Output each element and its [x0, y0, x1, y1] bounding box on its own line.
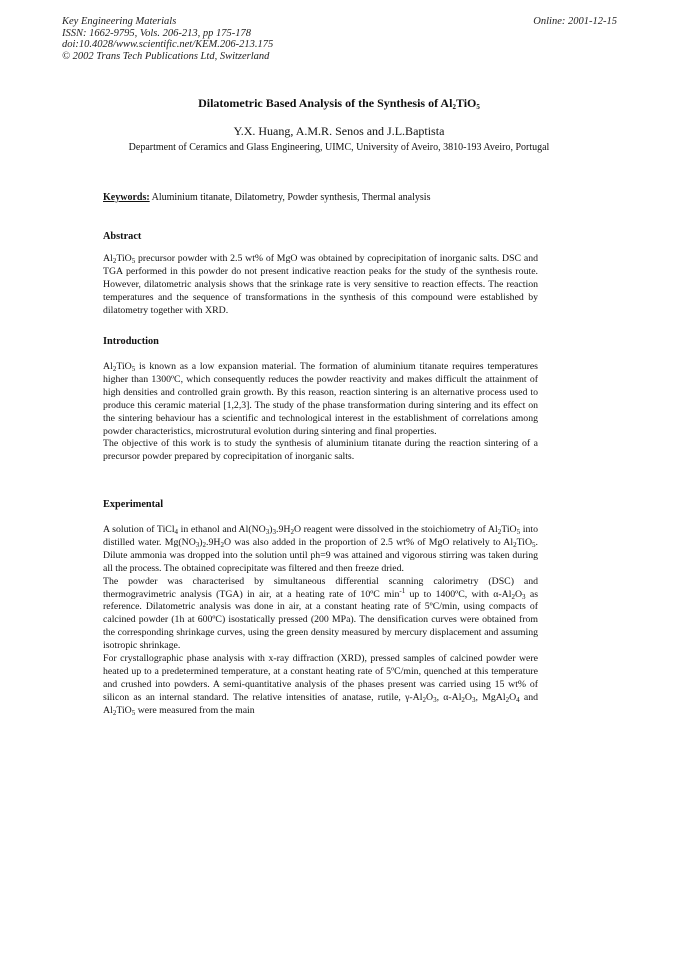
title-subscript-1: 2	[452, 103, 456, 111]
introduction-heading: Introduction	[103, 336, 159, 347]
introduction-paragraph-2: The objective of this work is to study the synthesis of aluminium titanate during the reaction sintering of a precursor powder prepared by coprecipitation of inorganic salts.	[103, 438, 538, 463]
authors: Y.X. Huang, A.M.R. Senos and J.L.Baptista	[233, 124, 445, 138]
keywords-label: Keywords:	[103, 192, 150, 203]
copyright-line: © 2002 Trans Tech Publications Ltd, Switzerland	[62, 50, 270, 62]
paper-title	[0, 96, 678, 111]
keywords-text: Aluminium titanate, Dilatometry, Powder synthesis, Thermal analysis	[149, 192, 431, 203]
online-date: Online: 2001-12-15	[533, 16, 617, 27]
journal-name: Key Engineering Materials	[62, 16, 177, 27]
publication-header	[62, 16, 617, 62]
experimental-paragraph-1: A solution of TiCl$_4$ in ethanol and $Al(NO_3)_3.9H_2O$ reagent were dissolved in the stoichiometry of $Al_2TiO_5$ into distilled water. $Mg(NO_3)_2.9H_2O$ was also added in the proportion of 2.5 wt% of MgO relatively to $Al_2TiO_5$. Dilute ammonia was dropped into the solution until ph=9 was attained and vigorous stirring was taken during all the process. The obtained coprecipitate was filtered and then freeze dried.	[103, 524, 538, 574]
title-text-mid: TiO	[455, 96, 477, 110]
doi-line: doi:10.4028/www.scientific.net/KEM.206-213.175	[62, 39, 274, 51]
keywords	[103, 192, 430, 203]
experimental-paragraph-3: For crystallographic phase analysis with x-ray diffraction (XRD), pressed samples of calcined powder were heated up to a predetermined temperature, at a constant heating rate of 5ºC/min, quenched at this temperature and crushed into powders. A semi-quantitative analysis of the phases present was carried using 15 wt% of silicon as an internal standard. The relative intensities of anatase, rutile, $\gamma-Al_2O_3$, $\alpha-Al_2O_3$, $MgAl_2O_4$ and $Al_2TiO_5$ were measured from the main	[103, 653, 539, 717]
title-text: Dilatometric Based Analysis of the Synthesis of Al	[198, 96, 453, 110]
title-subscript-2: 5	[476, 103, 480, 111]
issn-line: ISSN: 1662-9795, Vols. 206-213, pp 175-178	[62, 27, 251, 39]
affiliation: Department of Ceramics and Glass Engineering, UIMC, University of Aveiro, 3810-193 Aveiro, Portugal	[128, 142, 550, 153]
introduction-body	[103, 361, 538, 464]
abstract-heading: Abstract	[103, 231, 142, 242]
abstract-paragraph: $Al_2TiO_5$ precursor powder with 2.5 wt% of MgO was obtained by coprecipitation of inorganic salts. DSC and TGA performed in this powder do not present indicative reaction peaks for the study of the synthesis route. However, dilatometric analysis shows that the srinkage rate is very sensitive to reaction effects. The reaction temperatures and the sequence of transformations in the synthesis of this compound were established by dilatometry together with XRD.	[103, 253, 538, 316]
abstract-body	[103, 253, 538, 318]
introduction-paragraph-1: $Al_2TiO_5$ is known as a low expansion material. The formation of aluminium titanate requires temperatures higher than 1300ºC, which consequently reduces the powder reactivity and makes difficult the attainment of high densities and controlled grain growth. By this reason, reaction sintering is an alternative process used to produce this ceramic material [1,2,3]. The study of the phase transformation during sintering and its effect on the sintering behaviour has a scientific and technological interest in the establishment of correlations among powder characteristics, microstrutural evolution during sintering and final properties.	[103, 361, 538, 437]
experimental-body	[103, 524, 538, 718]
experimental-paragraph-2: The powder was characterised by simultaneous differential scanning calorimetry (DSC) and thermogravimetric analysis (TGA) in air, at a heating rate of 10ºC $\min^{-1}$ up to 1400ºC, with $\alpha-Al_2O_3$ as reference. Dilatometric analysis was done in air, at a constant heating rate of 5ºC/min, using compacts of calcined powder (1h at 600ºC) isostatically pressed (200 MPa). The densification curves were obtained from the corresponding shrinkage curves, using the green density measured by mercury displacement and assuming isotropic shrinkage.	[103, 575, 539, 652]
experimental-heading: Experimental	[103, 499, 164, 510]
